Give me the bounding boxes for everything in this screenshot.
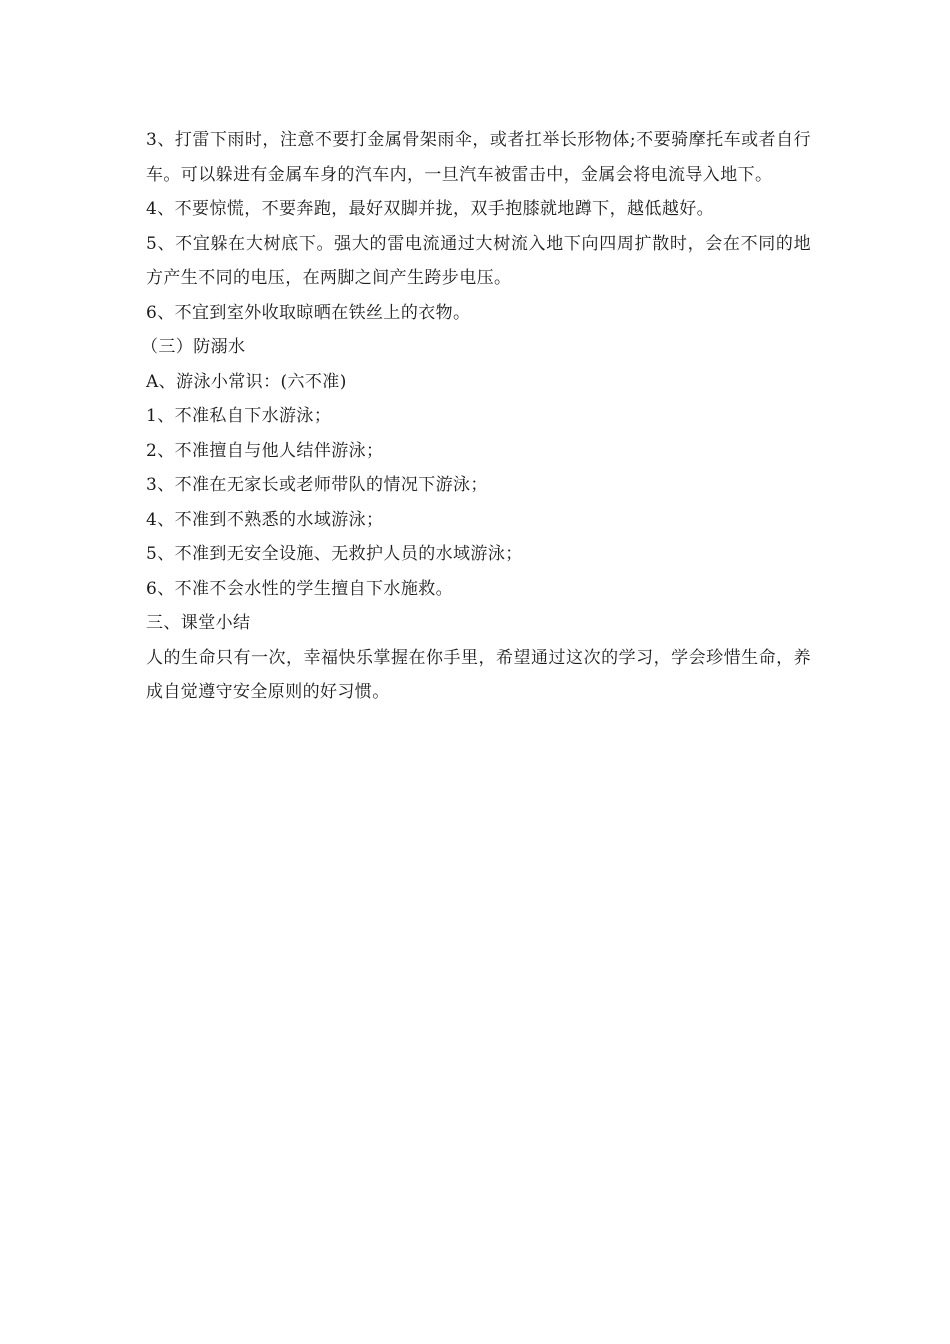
paragraph-thunder-rule-4: 4、不要惊慌，不要奔跑，最好双脚并拢，双手抱膝就地蹲下，越低越好。 [146, 199, 715, 219]
subheading-swimming-tips: A、游泳小常识：(六不准) [146, 371, 347, 392]
paragraph-summary: 人的生命只有一次，幸福快乐掌握在你手里，希望通过这次的学习，学会珍惜生命，养成自觉遵守安全原则的好习惯。 [146, 647, 811, 702]
section-heading-summary: 三、课堂小结 [146, 613, 251, 633]
list-item-swim-rule-3: 3、不准在无家长或老师带队的情况下游泳； [146, 475, 488, 495]
list-item-swim-rule-1: 1、不准私自下水游泳； [146, 406, 332, 426]
paragraph-thunder-rule-5: 5、不宜躲在大树底下。强大的雷电流通过大树流入地下向四周扩散时，会在不同的地方产生不同的电压，在两脚之间产生跨步电压。 [146, 233, 811, 288]
list-item-swim-rule-2: 2、不准擅自与他人结伴游泳； [146, 440, 384, 461]
list-item-swim-rule-5: 5、不准到无安全设施、无救护人员的水域游泳； [146, 544, 523, 564]
paragraph-thunder-rule-6: 6、不宜到室外收取晾晒在铁丝上的衣物。 [146, 302, 471, 323]
list-item-swim-rule-6: 6、不准不会水性的学生擅自下水施救。 [146, 578, 454, 599]
document-body [141, 123, 811, 710]
section-heading-drowning: （三）防溺水 [141, 337, 246, 357]
paragraph-thunder-rule-3: 3、打雷下雨时，注意不要打金属骨架雨伞，或者扛举长形物体;不要骑摩托车或者自行车。可以躲进有金属车身的汽车内，一旦汽车被雷击中，金属会将电流导入地下。 [146, 130, 811, 185]
list-item-swim-rule-4: 4、不准到不熟悉的水域游泳； [146, 509, 384, 530]
